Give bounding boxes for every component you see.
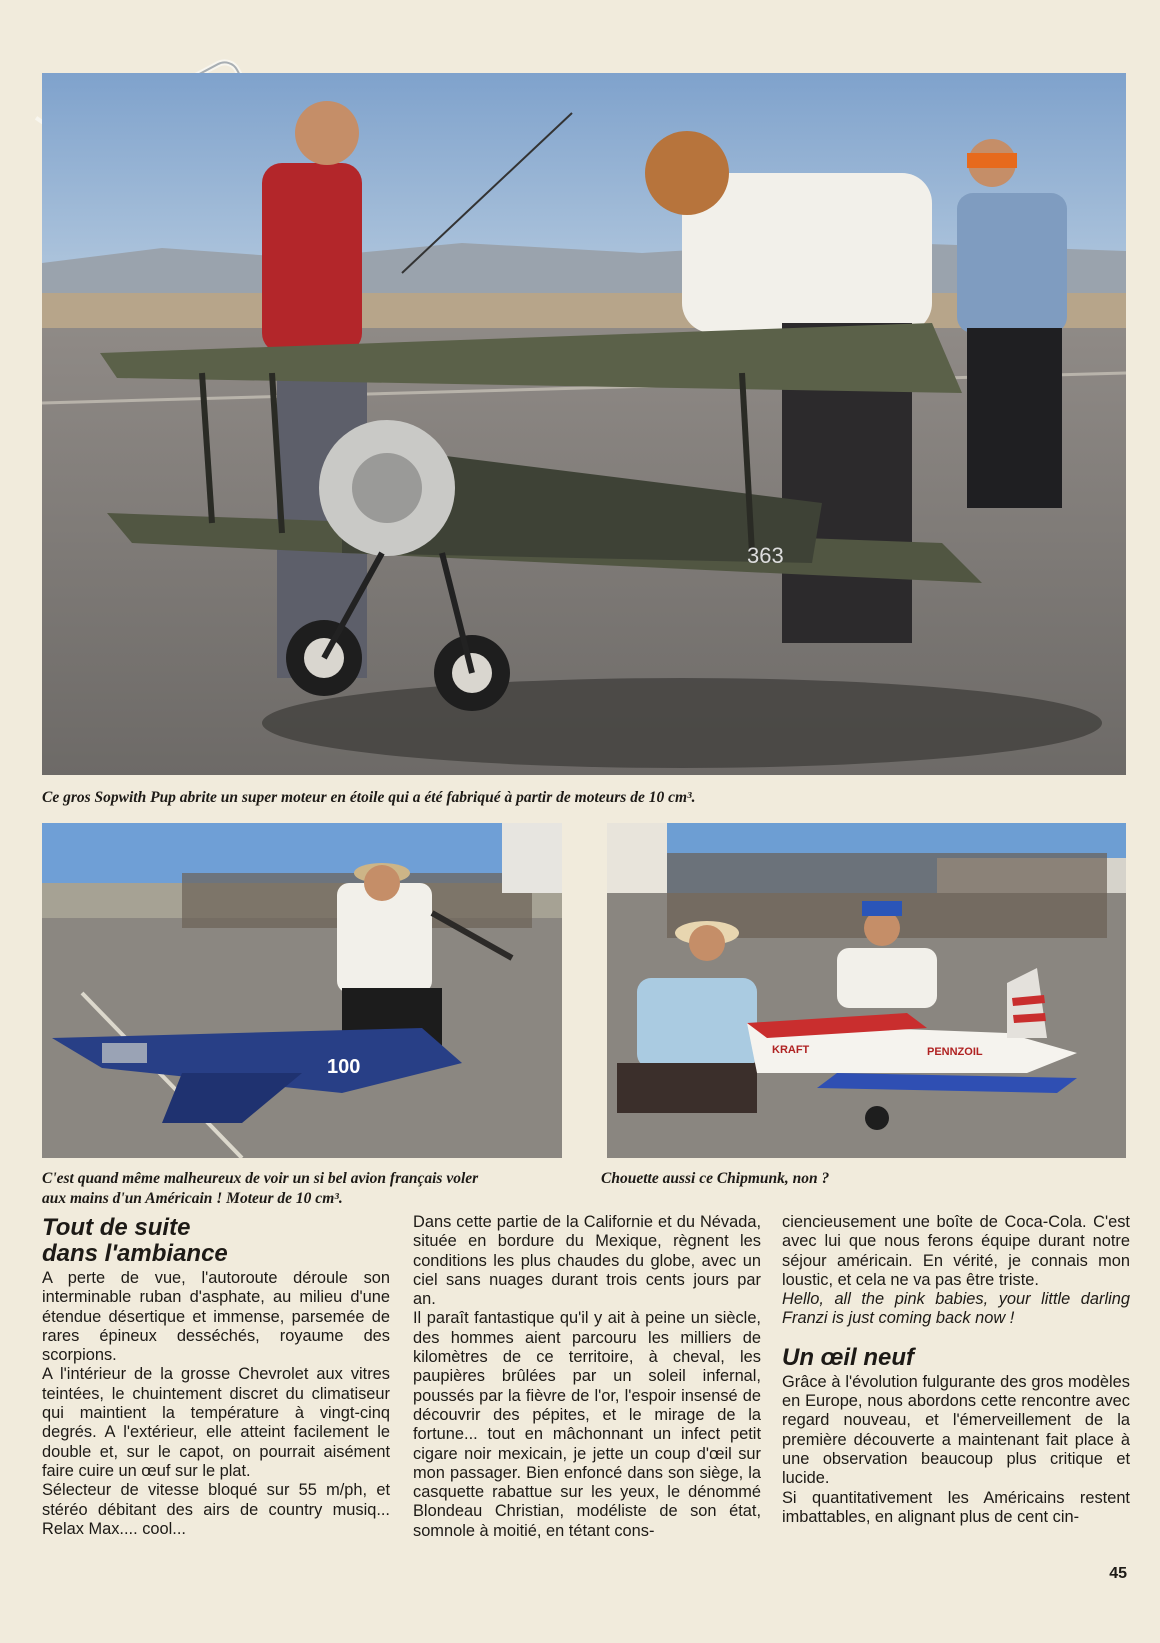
photo-chipmunk — [607, 823, 1126, 1158]
chipmunk-decal-1: KRAFT — [772, 1044, 810, 1056]
heading-tout-de-suite — [42, 1215, 390, 1267]
col1-paragraph-1: A perte de vue, l'autoroute déroule son interminable ruban d'asphate, au milieu d'une étendue désertique et immense, parsemée de rares épineux desséchés, royaume des scorpions. — [42, 1269, 390, 1365]
photo-sopwith-pup — [42, 73, 1126, 775]
page-number: 45 — [1109, 1565, 1127, 1582]
caption-right: Chouette aussi ce Chipmunk, non ? — [601, 1170, 830, 1187]
heading-line-2: dans l'ambiance — [42, 1240, 228, 1267]
caption-left-line-2: aux mains d'un Américain ! Moteur de 10 cm³. — [42, 1190, 343, 1207]
chipmunk-decal-2: PENNZOIL — [927, 1046, 983, 1058]
col3-italic-quote: Hello, all the pink babies, your little darling Franzi is just coming back now ! — [782, 1290, 1130, 1328]
col3-paragraph-1: ciencieusement une boîte de Coca-Cola. C'est avec lui que nous ferons équipe durant notre séjour américain. En vérité, je connais mon loustic, et cela ne va pas être triste. — [782, 1213, 1130, 1289]
col1-paragraph-2: A l'intérieur de la grosse Chevrolet aux vitres teintées, le chuintement discret du climatiseur qui maintient la température à vingt-cinq degrés. A l'extérieur, elle atteint facilement le double et, sur le capot, on pourrait aisément faire cuire un œuf sur le plat. — [42, 1365, 390, 1480]
article-column-2 — [413, 1213, 761, 1541]
col3-paragraph-3: Si quantitativement les Américains restent imbattables, en alignant plus de cent cin- — [782, 1488, 1130, 1526]
heading-line-1: Tout de suite — [42, 1214, 191, 1241]
col2-paragraph-1: Dans cette partie de la Californie et du Névada, située en bordure du Mexique, règnent les conditions les plus chaudes du globe, avec un ciel sans nuages durant trois cents jours par an. — [413, 1213, 761, 1309]
caption-top: Ce gros Sopwith Pup abrite un super moteur en étoile qui a été fabriqué à partir de moteurs de 10 cm³. — [42, 789, 696, 806]
col3-paragraph-2: Grâce à l'évolution fulgurante des gros modèles en Europe, nous abordons cette rencontre avec regard nouveau, et l'émerveillement de la première découverte a maintenant fait place à une observation beaucoup plus critique et lucide. — [782, 1372, 1130, 1488]
col2-paragraph-2: Il paraît fantastique qu'il y ait à peine un siècle, des hommes aient parcouru les milliers de kilomètres de ce territoire, à cheval, les paupières brûlées par un soleil infernal, poussés par la fièvre de l'or, l'espoir insensé de découvrir des pépites, et le mirage de la fortune... tout en mâchonnant un infect petit cigare noir mexicain, je jette un coup d'œil sur mon passager. Bien enfoncé dans son siège, la casquette rabattue sur les yeux, le dénommé Blondeau Christian, modéliste de son état, somnole à moitié, en tétant cons- — [413, 1309, 761, 1540]
article-column-1 — [42, 1215, 390, 1539]
col1-paragraph-3: Sélecteur de vitesse bloqué sur 55 m/ph, et stéréo débitant des airs de country musiq... Relax Max.... cool... — [42, 1481, 390, 1538]
caption-left-line-1: C'est quand même malheureux de voir un si bel avion français voler — [42, 1170, 479, 1187]
heading-un-oeil-neuf: Un œil neuf — [782, 1343, 914, 1371]
caption-left — [42, 1169, 582, 1209]
photo-blue-racer — [42, 823, 562, 1158]
biplane-marking: 363 — [747, 543, 784, 568]
racer-number: 100 — [327, 1056, 361, 1078]
article-column-3 — [782, 1213, 1130, 1527]
